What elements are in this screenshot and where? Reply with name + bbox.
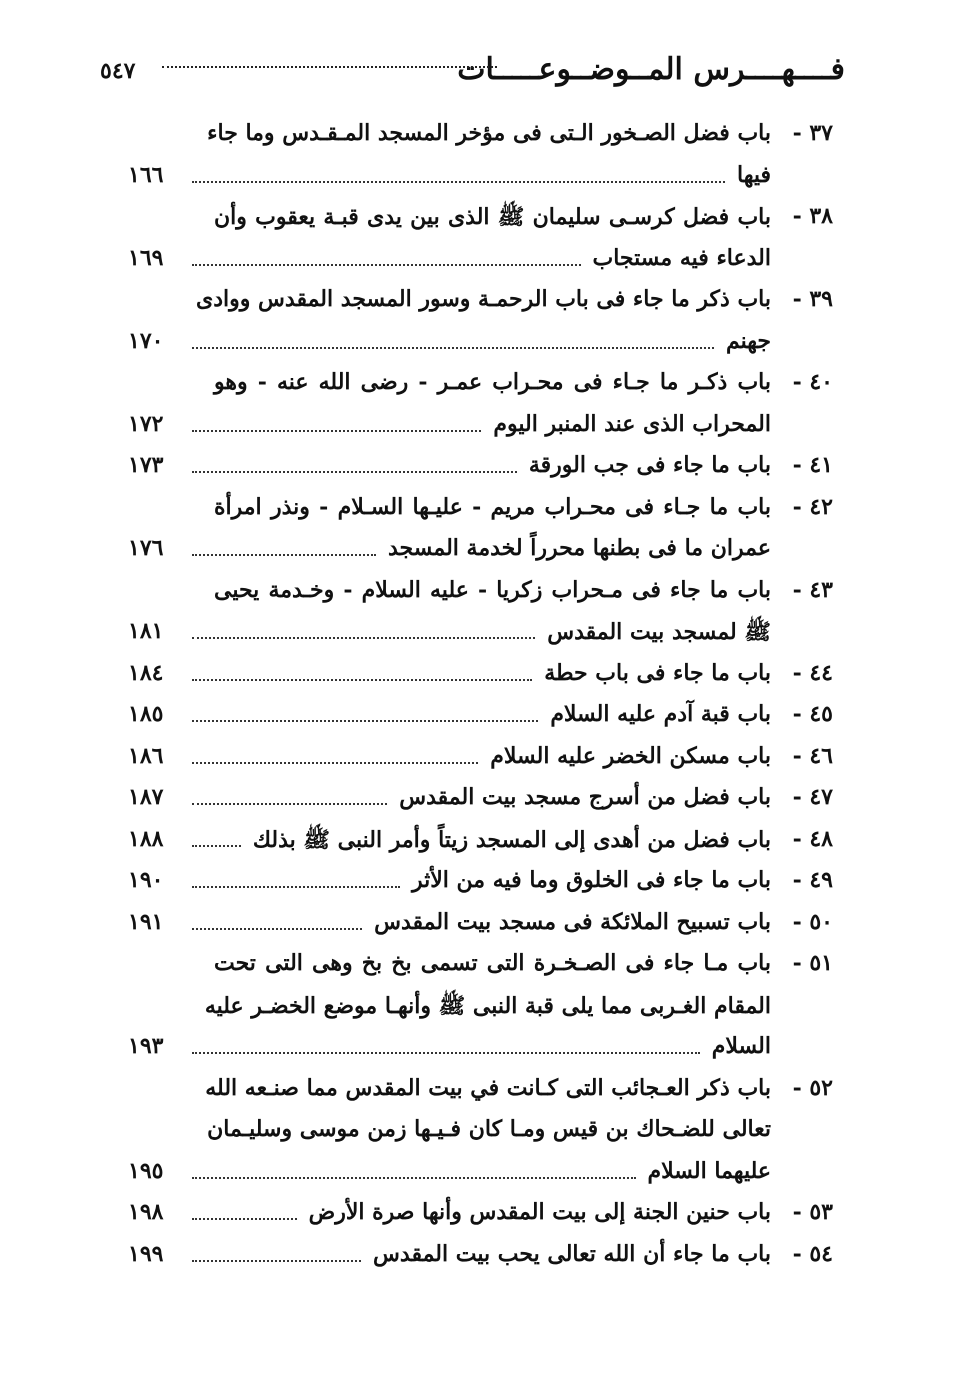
entry-title: السلام	[711, 1033, 771, 1059]
toc-entry-line	[0, 324, 953, 366]
entry-number: ٤٠ -	[792, 369, 833, 395]
entry-title: عمران ما فى بطنها محرراً لخدمة المسجد	[387, 535, 771, 561]
entry-number: ٣٨ -	[792, 203, 833, 229]
leader-dots	[192, 1260, 361, 1262]
entry-title: تعالى للضـحاك بن قيس ومـا كان فـيـها زمن موسى وسليـمان	[207, 1116, 771, 1142]
toc-entry-line	[0, 1195, 953, 1237]
entry-title: الدعاء فيه مستجاب	[592, 244, 771, 271]
toc-entry-line	[0, 448, 953, 490]
toc-entry-line	[0, 1237, 953, 1279]
toc-entry-line	[0, 697, 953, 739]
toc-entry	[0, 282, 953, 365]
entry-page-number: ١٦٩	[128, 244, 164, 271]
entry-title: باب مـا جاء فى الصـخـرة التى تسمى بخ بخ وهى التى تحت	[214, 950, 771, 976]
toc-entry-line	[0, 822, 953, 864]
entry-title: باب ذكر ما جاء فى باب الرحمـة وسور المسجد المقدس ووادى	[196, 286, 771, 312]
entry-page-number: ١٧٢	[128, 410, 164, 437]
entry-page-number: ١٨٨	[128, 825, 164, 852]
entry-title: باب فضل الصـخور الـتى فى مؤخر المسجد المـقـدس وما جاء	[207, 120, 771, 146]
toc-entry-line	[0, 407, 953, 449]
toc-entry	[0, 697, 953, 739]
leader-dots	[192, 803, 387, 805]
leader-dots	[192, 762, 478, 764]
leader-dots	[192, 264, 581, 266]
leader-dots	[192, 181, 725, 183]
entry-title: فيها	[737, 161, 771, 188]
entry-page-number: ١٧٦	[128, 535, 164, 561]
entry-page-number: ١٩١	[128, 908, 164, 935]
entry-title: باب ما جاء فى باب حطة	[544, 659, 771, 686]
toc-entry	[0, 905, 953, 947]
toc-entry	[0, 116, 953, 199]
header-leader-dots	[162, 66, 497, 68]
toc-entry-line	[0, 863, 953, 905]
entry-title: باب ما جـاء فى محـراب مريم - عليـها السـلام - ونذر امرأة	[214, 493, 771, 520]
toc-entry-line	[0, 780, 953, 822]
entry-page-number: ١٦٦	[128, 161, 164, 188]
entry-title: جهنم	[725, 327, 771, 354]
leader-dots	[192, 430, 481, 432]
toc-entry-line	[0, 988, 953, 1030]
entry-title: باب فضل من أسرج مسجد بيت المقدس	[399, 784, 771, 810]
entry-page-number: ١٩٥	[128, 1157, 164, 1184]
toc-entry	[0, 1237, 953, 1279]
entry-title: باب حنين الجنة إلى بيت المقدس وأنها صرة الأرض	[308, 1199, 771, 1225]
toc-entry-line	[0, 490, 953, 532]
toc-entry	[0, 199, 953, 282]
toc-entry-line	[0, 531, 953, 573]
leader-dots	[192, 1218, 297, 1220]
leader-dots	[192, 679, 532, 681]
entry-number: ٣٩ -	[792, 286, 833, 312]
entry-number: ٥٣ -	[792, 1199, 833, 1225]
entry-number: ٤٥ -	[792, 701, 833, 727]
entry-number: ٤٩ -	[792, 867, 833, 893]
toc-entry	[0, 739, 953, 781]
toc-entry-line	[0, 1029, 953, 1071]
entry-page-number: ١٧٠	[128, 327, 164, 354]
entry-number: ٤٨ -	[792, 825, 833, 852]
entry-number: ٤٢ -	[792, 493, 833, 520]
toc-entry	[0, 780, 953, 822]
entry-number: ٥٤ -	[792, 1240, 833, 1267]
header-title: فــــهــــرس المــوضــوعـــــات	[457, 52, 845, 87]
entry-page-number: ١٨١	[128, 618, 164, 644]
leader-dots	[192, 1177, 636, 1179]
leader-dots	[192, 886, 400, 888]
toc-entry	[0, 1195, 953, 1237]
leader-dots	[192, 347, 714, 349]
entry-page-number: ١٩٩	[128, 1240, 164, 1267]
toc-entry-line	[0, 241, 953, 283]
leader-dots	[192, 928, 362, 930]
toc-entry-line	[0, 573, 953, 615]
toc-entry	[0, 365, 953, 448]
toc-entry-line	[0, 614, 953, 656]
entry-page-number: ١٩٣	[128, 1033, 164, 1059]
toc-entry	[0, 656, 953, 698]
entry-title: باب ما جاء أن الله تعالى يحب بيت المقدس	[373, 1240, 771, 1267]
toc-entry-line	[0, 1071, 953, 1113]
entry-page-number: ١٩٠	[128, 867, 164, 893]
toc-entry-line	[0, 656, 953, 698]
entry-title: باب ذكر العـجائب التى كـانت في بيت المقدس مما صنـعه الله	[205, 1074, 771, 1101]
toc-entry	[0, 448, 953, 490]
toc-entry	[0, 822, 953, 864]
toc-entry	[0, 573, 953, 656]
entry-number: ٥٢ -	[792, 1074, 833, 1101]
entry-number: ٤١ -	[792, 452, 833, 478]
entry-number: ٣٧ -	[792, 120, 833, 146]
entry-title: المقام الغـربى مما يلى قبة النبى ﷺ وأنهـا موضع الخضـر عليه	[204, 992, 771, 1019]
entry-page-number: ١٨٦	[128, 742, 164, 769]
entry-page-number: ١٧٣	[128, 452, 164, 478]
entry-number: ٤٤ -	[792, 659, 833, 686]
entry-number: ٥٠ -	[792, 908, 833, 935]
toc-entry-line	[0, 158, 953, 200]
toc-entry-line	[0, 1154, 953, 1196]
leader-dots	[192, 554, 376, 556]
toc-entry-line	[0, 946, 953, 988]
entry-number: ٥١ -	[792, 950, 833, 976]
entry-title: المحراب الذى عند المنبر اليوم	[493, 410, 771, 437]
entry-title: عليهما السلام	[647, 1157, 771, 1184]
leader-dots	[192, 720, 538, 722]
entry-title: باب فضل من أهدى إلى المسجد زيتاً وأمر النبى ﷺ بذلك	[252, 826, 771, 853]
entry-title: ﷺ لمسجد بيت المقدس	[547, 619, 771, 645]
toc-entry	[0, 490, 953, 573]
entry-title: باب فضل كرسـى سليمان ﷺ الذى بين يدى قبـة يعقوب وأن	[214, 204, 771, 230]
entry-title: باب ذكـر ما جـاء فى محـراب عمـر - رضى الله عنه - وهو	[214, 369, 771, 395]
entry-title: باب مسكن الخضر عليه السلام	[490, 742, 771, 769]
leader-dots	[192, 637, 535, 639]
entry-page-number: ١٨٧	[128, 784, 164, 810]
entry-title: باب ما جاء فى جب الورقة	[528, 452, 771, 478]
toc-entry	[0, 1071, 953, 1196]
entry-title: باب ما جاء فى مـحراب زكريا - عليه السلام - وخـدمة يحيى	[214, 576, 771, 603]
toc-entry	[0, 946, 953, 1071]
entry-page-number: ١٨٥	[128, 701, 164, 727]
leader-dots	[192, 471, 517, 473]
toc-entry-line	[0, 199, 953, 241]
toc-entry-line	[0, 116, 953, 158]
entry-number: ٤٧ -	[792, 784, 833, 810]
entry-page-number: ١٨٤	[128, 659, 164, 686]
entry-title: باب قبة آدم عليه السلام	[550, 701, 771, 727]
leader-dots	[192, 1052, 700, 1054]
toc-entry-line	[0, 739, 953, 781]
table-of-contents	[0, 116, 953, 1278]
entry-page-number: ١٩٨	[128, 1199, 164, 1225]
entry-title: باب تسبيح الملائكة فى مسجد بيت المقدس	[374, 908, 771, 935]
toc-entry-line	[0, 365, 953, 407]
toc-entry	[0, 863, 953, 905]
page-header	[100, 52, 845, 96]
header-page-number: ٥٤٧	[100, 58, 136, 84]
toc-entry-line	[0, 905, 953, 947]
entry-title: باب ما جاء فى الخلوق وما فيه من الأثر	[411, 867, 771, 893]
toc-entry-line	[0, 1112, 953, 1154]
entry-number: ٤٣ -	[792, 576, 833, 603]
entry-number: ٤٦ -	[792, 742, 833, 769]
toc-entry-line	[0, 282, 953, 324]
leader-dots	[192, 845, 241, 847]
